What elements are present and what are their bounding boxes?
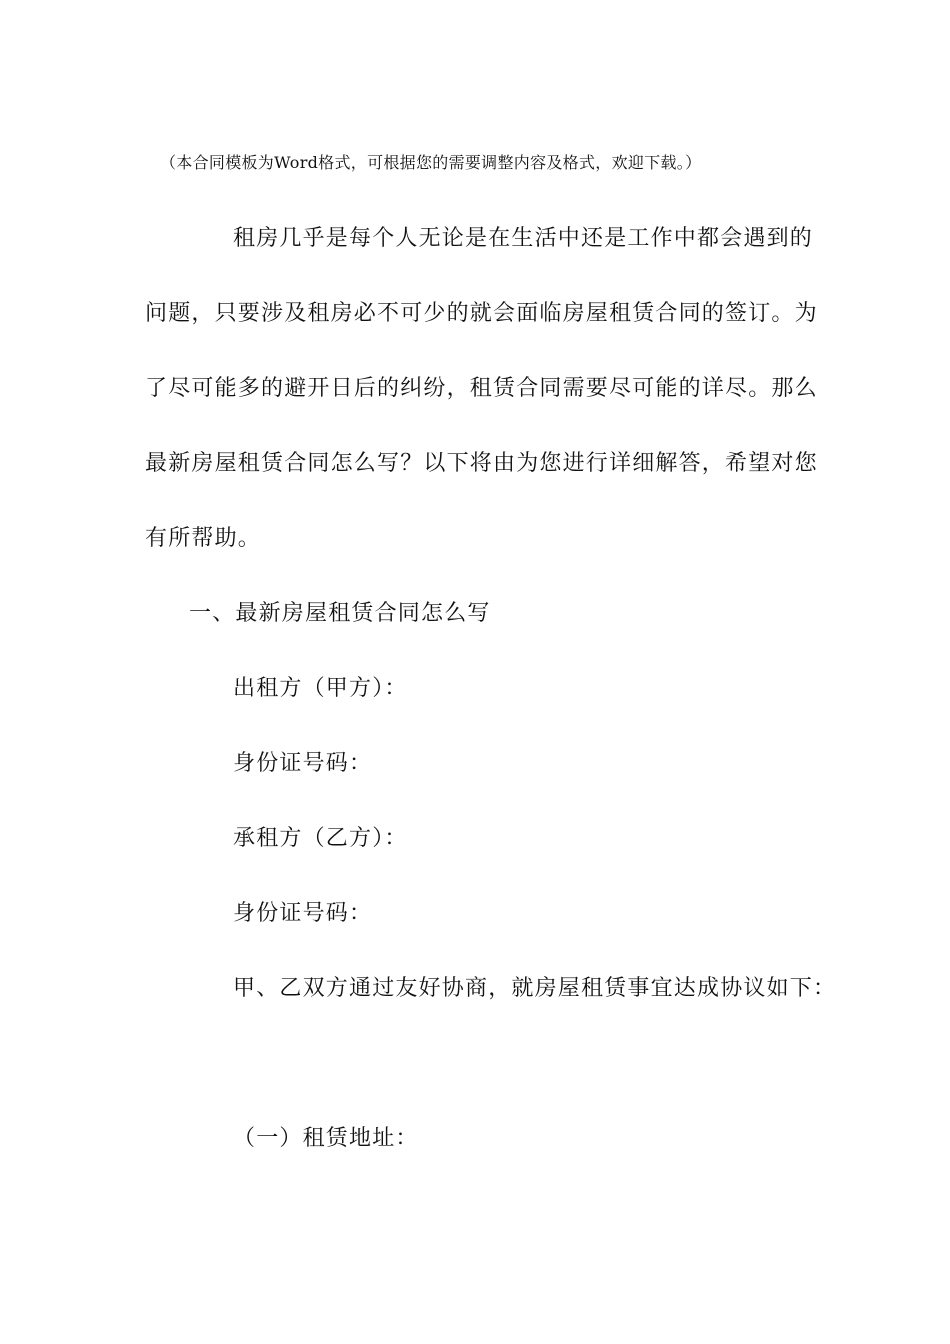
lessee-field: 承租方（乙方）：: [233, 826, 408, 851]
intro-line-4: 最新房屋租赁合同怎么写？以下将由为您进行详细解答，希望对您: [145, 451, 818, 476]
lessor-id-field: 身份证号码：: [233, 751, 373, 776]
intro-line-3: 了尽可能多的避开日后的纠纷，租赁合同需要尽可能的详尽。那么: [145, 376, 818, 401]
intro-line-5: 有所帮助。: [145, 526, 262, 551]
lessor-field: 出租方（甲方）：: [233, 676, 408, 701]
agreement-line: 甲、乙双方通过友好协商，就房屋租赁事宜达成协议如下：: [233, 976, 837, 1001]
clause-1-heading: （一）租赁地址：: [233, 1126, 419, 1151]
template-note: （本合同模板为Word格式，可根据您的需要调整内容及格式，欢迎下载。）: [160, 153, 702, 172]
intro-line-2: 问题，只要涉及租房必不可少的就会面临房屋租赁合同的签订。为: [145, 301, 818, 326]
intro-line-1: 租房几乎是每个人无论是在生活中还是工作中都会遇到的: [233, 226, 814, 251]
section-heading: 一、最新房屋租赁合同怎么写: [189, 601, 491, 626]
lessee-id-field: 身份证号码：: [233, 901, 373, 926]
